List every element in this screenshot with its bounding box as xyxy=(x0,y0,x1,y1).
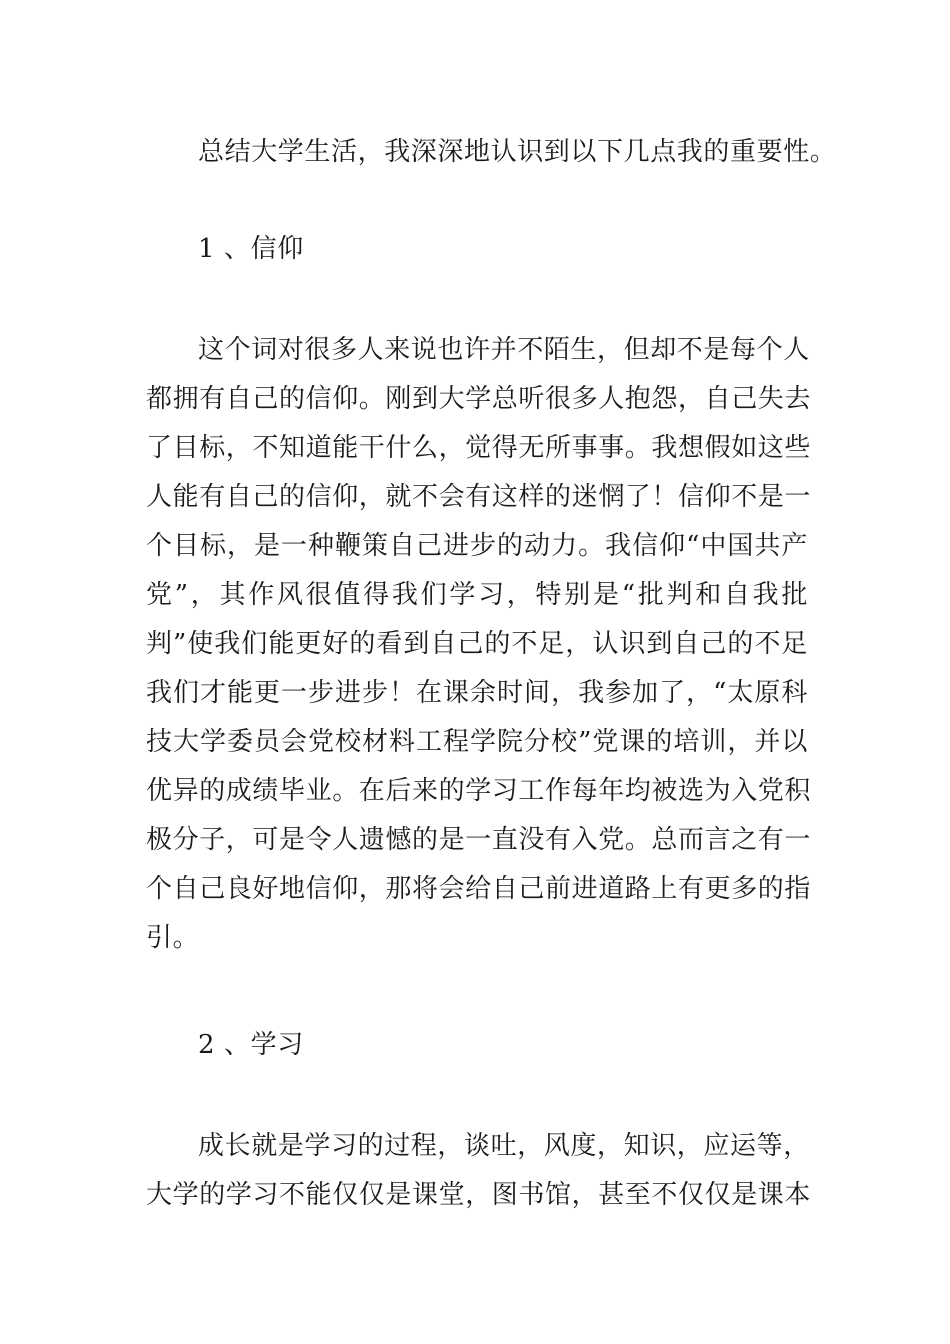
section-1-line: 引。 xyxy=(146,923,200,953)
section-1-line: 个目标，是一种鞭策自己进步的动力。我信仰“中国共产 xyxy=(146,531,808,561)
section-2-line: 大学的学习不能仅仅是课堂，图书馆，甚至不仅仅是课本 xyxy=(146,1180,812,1210)
section-1-line: 极分子，可是令人遗憾的是一直没有入党。总而言之有一 xyxy=(146,825,812,855)
section-1-line: 了目标，不知道能干什么，觉得无所事事。我想假如这些 xyxy=(146,433,812,463)
section-1-line: 判”使我们能更好的看到自己的不足，认识到自己的不足 xyxy=(146,629,808,659)
section-1-line: 优异的成绩毕业。在后来的学习工作每年均被选为入党积 xyxy=(146,776,812,806)
section-1-line: 个自己良好地信仰，那将会给自己前进道路上有更多的指 xyxy=(146,874,812,904)
section-2-heading: 2 、学习 xyxy=(198,1030,304,1060)
section-1-line: 我们才能更一步进步！在课余时间，我参加了，“太原科 xyxy=(146,678,808,708)
section-1-line: 技大学委员会党校材料工程学院分校”党课的培训，并以 xyxy=(146,727,808,757)
intro-paragraph: 总结大学生活，我深深地认识到以下几点我的重要性。 xyxy=(198,137,837,167)
section-1-heading: 1 、信仰 xyxy=(198,234,304,264)
section-1-line: 都拥有自己的信仰。刚到大学总听很多人抱怨，自己失去 xyxy=(146,384,812,414)
section-1-line: 这个词对很多人来说也许并不陌生，但却不是每个人 xyxy=(198,335,810,365)
section-1-line: 人能有自己的信仰，就不会有这样的迷惘了！信仰不是一 xyxy=(146,482,812,512)
section-2-line: 成长就是学习的过程，谈吐，风度，知识，应运等， xyxy=(198,1131,810,1161)
section-1-line: 党”，其作风很值得我们学习，特别是“批判和自我批 xyxy=(146,580,808,610)
